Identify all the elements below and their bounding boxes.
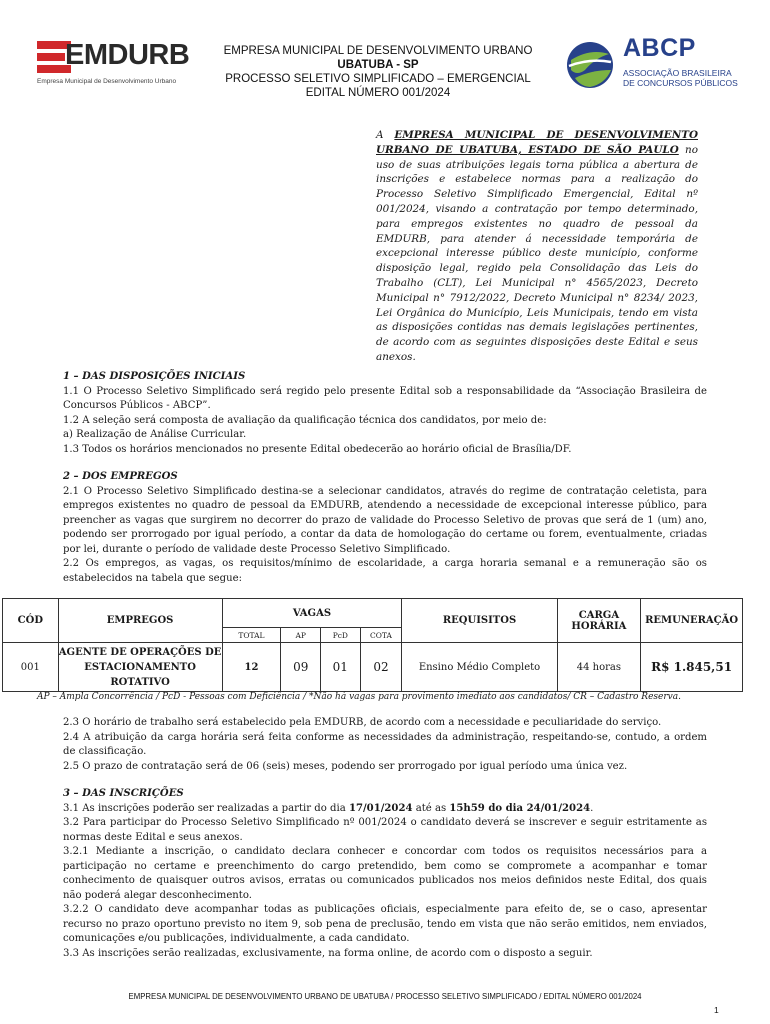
table-legend: AP – Ampla Concorrência / PcD - Pessoas com Deficiência / *Não há vagas para provimento imediato aos candidatos/ CR – Cadastro Reserva.	[37, 692, 681, 702]
header-line-2: UBATUBA - SP	[337, 59, 419, 71]
item-1-2: 1.2 A seleção será composta de avaliação da qualificação técnica dos candidatos, por meio de:	[63, 414, 547, 426]
item-3-2-1: 3.2.1 Mediante a inscrição, o candidato declara conhecer e concordar com todos os requisitos necessários para a participação no certame e preenchimento do cargo pretendido, bem como se compromete a acompanhar e tomar conhecimento de quaisquer outros avisos, erratas ou comunicados publicados nos meios definidos neste Edital, dos quais não poderá alegar desconhecimento.	[63, 846, 707, 901]
header-line-1: EMPRESA MUNICIPAL DE DESENVOLVIMENTO URBANO	[223, 45, 533, 57]
item-2-2: 2.2 Os empregos, as vagas, os requisitos/mínimo de escolaridade, a carga horaria semanal e a remuneração são os estabelecidos na tabela que segue:	[63, 558, 707, 584]
inscription-end-date: 15h59 do dia 24/01/2024	[449, 802, 591, 814]
item-1-3: 1.3 Todos os horários mencionados no presente Edital obedecerão ao horário oficial de Brasília/DF.	[63, 443, 572, 455]
item-3-2: 3.2 Para participar do Processo Seletivo Simplificado nº 001/2024 o candidato deverá se inscrever e seguir estritamente as normas deste Edital e seus anexos.	[63, 817, 707, 843]
abcp-logo-text: ABCP	[623, 34, 696, 62]
page-number: 1	[714, 1005, 719, 1015]
header-vagas-cota: COTA	[360, 628, 402, 643]
document-header	[196, 44, 560, 100]
abcp-tagline-line-2: DE CONCURSOS PÚBLICOS	[623, 78, 738, 88]
inscription-start-date: 17/01/2024	[348, 802, 413, 814]
item-3-1-mid: até as	[412, 802, 450, 814]
intro-paragraph	[376, 128, 698, 365]
emdurb-tagline: Empresa Municipal de Desenvolvimento Urbano	[37, 78, 177, 85]
header-line-3: PROCESSO SELETIVO SIMPLIFICADO – EMERGENCIAL	[225, 73, 531, 85]
page-footer: EMPRESA MUNICIPAL DE DESENVOLVIMENTO URBANO DE UBATUBA / PROCESSO SELETIVO SIMPLIFICADO / EDITAL NÚMERO 001/2024	[128, 992, 642, 1001]
cell-carga: 44 horas	[557, 643, 641, 692]
intro-body: no uso de suas atribuições legais torna pública a abertura de inscrições e estabelece normas para a realização do Processo Seletivo Simplificado Emergencial, Edital nº 001/2024, visando a contratação por tempo determinado, para empregos existentes no quadro de pessoal da EMDURB, para atender á necessidade temporária de excepcional interesse público deste município, conforme disposição legal, regido pela Consolidação das Leis do Trabalho (CLT), Lei Municipal n° 4565/2023, Decreto Municipal n° 7912/2022, Decreto Municipal n° 8234/ 2023, Lei Orgânica do Município, Leis Municipais, tendo em vista as disposições contidas nas demais legislações pertinentes, de acordo com as seguintes disposições deste Edital e seus anexos.	[376, 143, 698, 363]
globe-icon	[565, 40, 615, 90]
cell-ap: 09	[281, 643, 321, 692]
item-1-2-a: a) Realização de Análise Curricular.	[63, 429, 247, 440]
section-1-title: 1 – DAS DISPOSIÇÕES INICIAIS	[63, 371, 246, 382]
item-3-1	[63, 802, 707, 817]
abcp-tagline-line-1: ASSOCIAÇÃO BRASILEIRA	[623, 68, 732, 78]
section-3	[63, 787, 707, 961]
item-3-2-2: 3.2.2 O candidato deve acompanhar todas as publicações oficiais, especialmente para efeito de, se o caso, apresentar recurso no prazo oportuno previsto no item 9, sob pena de preclusão, tendo em vista que não serão emitidos, nem enviados, comunicações e/ou publicações, individualmente, a cada candidato.	[63, 904, 707, 944]
item-2-3: 2.3 O horário de trabalho será estabelecido pela EMDURB, de acordo com a necessidade e peculiaridade do serviço.	[63, 717, 662, 728]
header-carga-horaria: CARGA HORÁRIA	[557, 599, 641, 643]
intro-entity-name: EMPRESA MUNICIPAL DE DESENVOLVIMENTO URBANO DE UBATUBA, ESTADO DE SÃO PAULO	[376, 129, 699, 156]
section-2-continued	[63, 716, 707, 774]
item-3-1-prefix: 3.1 As inscrições poderão ser realizadas a partir do dia	[63, 802, 349, 814]
cell-remuneracao: R$ 1.845,51	[641, 643, 743, 692]
emdurb-logo-text: EMDURB	[65, 39, 190, 71]
cell-requisitos: Ensino Médio Completo	[402, 643, 557, 692]
header-cod: CÓD	[3, 599, 59, 643]
item-2-5: 2.5 O prazo de contratação será de 06 (seis) meses, podendo ser prorrogado por igual período uma única vez.	[63, 760, 628, 772]
header-empregos: EMPREGOS	[58, 599, 222, 643]
abcp-tagline	[623, 68, 738, 88]
header-requisitos: REQUISITOS	[402, 599, 557, 643]
section-1	[63, 370, 707, 457]
item-3-3: 3.3 As inscrições serão realizadas, exclusivamente, na forma online, de acordo com o disposto a seguir.	[63, 947, 593, 959]
intro-prefix: A	[376, 129, 395, 141]
header-remuneracao: REMUNERAÇÃO	[641, 599, 743, 643]
vacancies-table	[2, 598, 743, 692]
emdurb-logo	[37, 41, 189, 87]
item-2-1: 2.1 O Processo Seletivo Simplificado destina-se a selecionar candidatos, através do regime de contratação celetista, para empregos existentes no quadro de pessoal da EMDURB, atendendo a necessidade de excepcional interesse público, para preencher as vagas que surgirem no decorrer do prazo de validade do Processo Seletivo de provas que será de 1 (um) ano, podendo ser prorrogado por igual período, a contar da data de homologação do certame ou forem, eventualmente, criadas por lei, durante o período de validade deste Processo Seletivo Simplificado.	[63, 485, 707, 555]
header-vagas-pcd: PcD	[321, 628, 361, 643]
item-2-4: 2.4 A atribuição da carga horária será feita conforme as necessidades da administração, respeitando-se, contudo, a ordem de classificação.	[63, 731, 707, 757]
header-vagas-total: TOTAL	[222, 628, 281, 643]
section-2-title: 2 – DOS EMPREGOS	[63, 471, 178, 482]
header-line-4: EDITAL NÚMERO 001/2024	[305, 87, 451, 99]
cell-total: 12	[222, 643, 281, 692]
abcp-logo	[565, 34, 745, 92]
header-vagas-ap: AP	[281, 628, 321, 643]
item-3-1-suffix: .	[590, 802, 594, 814]
cell-cod: 001	[3, 643, 59, 692]
cell-emprego: AGENTE DE OPERAÇÕES DE ESTACIONAMENTO ROTATIVO	[58, 643, 222, 692]
header-vagas: VAGAS	[222, 599, 402, 628]
table-row	[3, 643, 743, 692]
cell-pcd: 01	[321, 643, 361, 692]
cell-cota: 02	[360, 643, 402, 692]
section-2	[63, 470, 707, 586]
item-1-1: 1.1 O Processo Seletivo Simplificado será regido pelo presente Edital sob a responsabilidade da “Associação Brasileira de Concursos Públicos - ABCP”.	[63, 385, 707, 411]
section-3-title: 3 – DAS INSCRIÇÕES	[63, 788, 184, 799]
